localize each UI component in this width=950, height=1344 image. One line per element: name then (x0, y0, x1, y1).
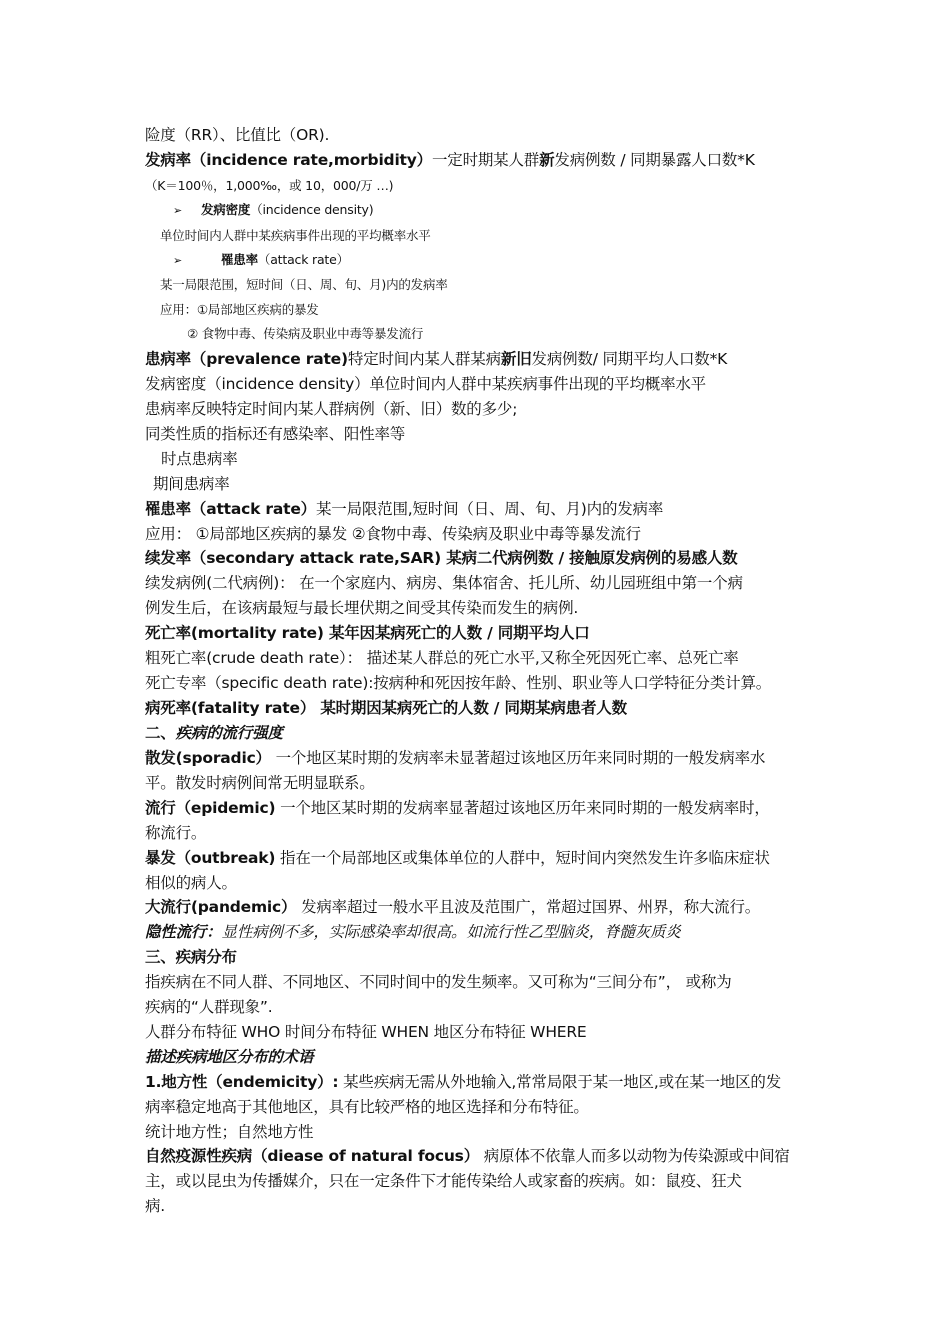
subheading: 描述疾病地区分布的术语 (145, 1048, 314, 1066)
text-line: 发病密度（incidence density）单位时间内人群中某疾病事件出现的平均概率水平 (145, 375, 706, 393)
text-line: 险度（RR）、比值比（OR). (145, 126, 330, 144)
text-line: 隐性流行：显性病例不多，实际感染率却很高。如流行性乙型脑炎，脊髓灰质炎 (145, 923, 681, 941)
list-item: ➢ 罹患率（attack rate） (173, 250, 810, 271)
text-line: 死亡率(mortality rate) 某年因某病死亡的人数 / 同期平均人口 (145, 624, 590, 642)
text-line: 应用：①局部地区疾病的暴发 (160, 302, 319, 317)
text-line: 死亡专率（specific death rate):按病种和死因按年龄、性别、职业等人口学特征分类计算。 (145, 674, 772, 692)
text-line: 流行（epidemic) 一个地区某时期的发病率显著超过该地区历年来同时期的一般发病率时， (145, 799, 770, 817)
text-line: ② 食物中毒、传染病及职业中毒等暴发流行 (187, 326, 424, 341)
text-line: 某一局限范围，短时间（日、周、旬、月)内的发病率 (160, 277, 448, 292)
text-line: 同类性质的指标还有感染率、阳性率等 (145, 425, 406, 443)
text-line: 平。散发时病例间常无明显联系。 (145, 774, 375, 792)
text-line: 粗死亡率(crude death rate）： 描述某人群总的死亡水平,又称全死因死亡率、总死亡率 (145, 649, 739, 667)
arrow-bullet-icon: ➢ (173, 254, 183, 267)
text-line: 单位时间内人群中某疾病事件出现的平均概率水平 (160, 228, 431, 243)
text-line: 时点患病率 (161, 450, 238, 468)
text-line: 暴发（outbreak) 指在一个局部地区或集体单位的人群中，短时间内突然发生许多临床症状 (145, 849, 770, 867)
text-line: 称流行。 (145, 824, 207, 842)
text-line: 病率稳定地高于其他地区，具有比较严格的地区选择和分布特征。 (145, 1098, 589, 1116)
text-line: 患病率（prevalence rate)特定时间内某人群某病新旧发病例数/ 同期平均人口数*K (145, 350, 728, 368)
text-line: 患病率反映特定时间内某人群病例（新、旧）数的多少; (145, 400, 518, 418)
text-line: 大流行(pandemic） 发病率超过一般水平且波及范围广，常超过国界、州界，称大流行。 (145, 898, 761, 916)
text-line: 统计地方性；自然地方性 (145, 1123, 314, 1141)
text-line: 疾病的“人群现象”. (145, 998, 273, 1016)
text-line: 主，或以昆虫为传播媒介，只在一定条件下才能传染给人或家畜的疾病。如：鼠疫、狂犬 (145, 1172, 742, 1190)
text-line: （K＝100％，1,000‰，或 10，000/万 …) (145, 178, 394, 193)
text-line: 相似的病人。 (145, 874, 237, 892)
text-line: 续发率（secondary attack rate,SAR) 某病二代病例数 / 接触原发病例的易感人数 (145, 549, 738, 567)
text-line: 散发(sporadic） 一个地区某时期的发病率未显著超过该地区历年来同时期的一般发病率水 (145, 749, 766, 767)
text-line: 应用： ①局部地区疾病的暴发 ②食物中毒、传染病及职业中毒等暴发流行 (145, 525, 641, 543)
text-line: 人群分布特征 WHO 时间分布特征 WHEN 地区分布特征 WHERE (145, 1023, 587, 1041)
text-line: 续发病例(二代病例)： 在一个家庭内、病房、集体宿舍、托儿所、幼儿园班组中第一个病 (145, 574, 743, 592)
text-line: 病. (145, 1197, 166, 1215)
text-line: 指疾病在不同人群、不同地区、不同时间中的发生频率。又可称为“三间分布”， 或称为 (145, 973, 732, 991)
arrow-bullet-icon: ➢ (173, 204, 183, 217)
text-line: 例发生后，在该病最短与最长埋伏期之间受其传染而发生的病例. (145, 599, 579, 617)
text-line: 自然疫源性疾病（diease of natural focus） 病原体不依靠人而多以动物为传染源或中间宿 (145, 1147, 790, 1165)
section-heading: 二、疾病的流行强度 (145, 724, 283, 742)
text-line: 期间患病率 (153, 475, 230, 493)
section-heading: 三、疾病分布 (145, 948, 237, 966)
text-line: 罹患率（attack rate）某一局限范围,短时间（日、周、旬、月)内的发病率 (145, 500, 664, 518)
list-item: ➢ 发病密度（incidence density) (173, 200, 810, 221)
text-line: 1.地方性（endemicity）: 某些疾病无需从外地输入,常常局限于某一地区,或在某一地区的发 (145, 1073, 781, 1091)
text-line: 病死率(fatality rate） 某时期因某病死亡的人数 / 同期某病患者人数 (145, 699, 627, 717)
text-line: 发病率（incidence rate,morbidity）一定时期某人群新发病例数 / 同期暴露人口数*K (145, 151, 755, 169)
